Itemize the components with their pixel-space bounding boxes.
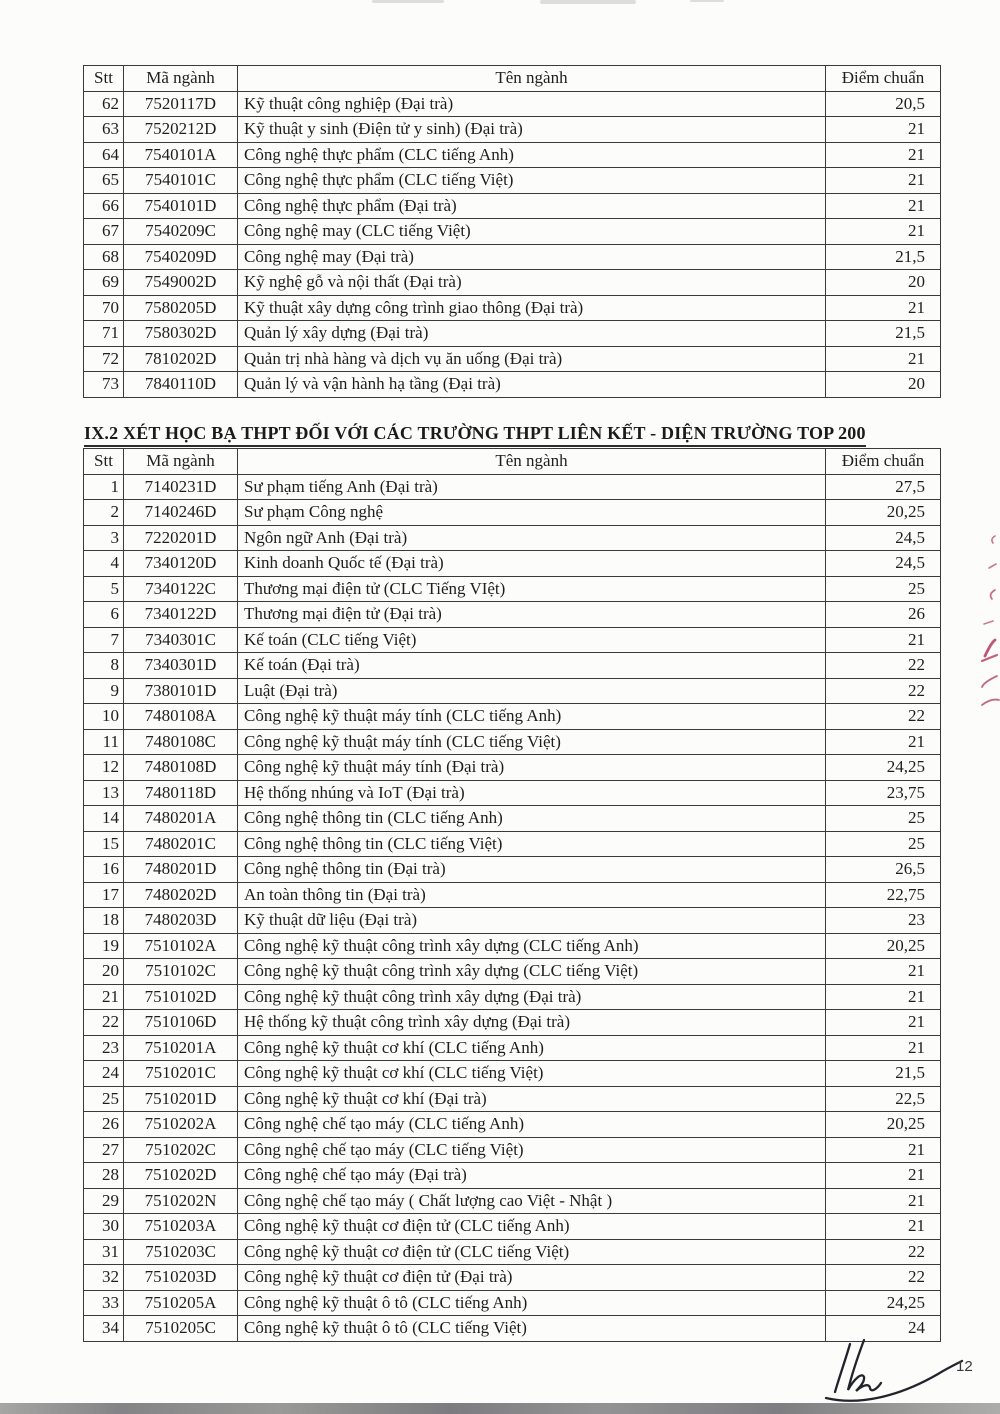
major-name-cell: Kỹ thuật xây dựng công trình giao thông (Đại trà) (238, 295, 826, 321)
column-header-1: Mã ngành (124, 66, 238, 92)
table-row (84, 1061, 941, 1087)
major-name-cell: Công nghệ chế tạo máy (Đại trà) (238, 1163, 826, 1189)
major-name-cell: Công nghệ thực phẩm (Đại trà) (238, 193, 826, 219)
score-cell: 22,5 (826, 1086, 941, 1112)
major-code-cell: 7480108D (124, 755, 238, 781)
score-cell: 21 (826, 295, 941, 321)
major-name-cell: Công nghệ thông tin (CLC tiếng Anh) (238, 806, 826, 832)
column-header-3: Điểm chuẩn (826, 449, 941, 475)
table-row (84, 1010, 941, 1036)
major-name-cell: Kỹ thuật công nghiệp (Đại trà) (238, 91, 826, 117)
major-name-cell: Kỹ thuật dữ liệu (Đại trà) (238, 908, 826, 934)
score-cell: 24 (826, 1316, 941, 1342)
score-cell: 21 (826, 1137, 941, 1163)
table-row (84, 1137, 941, 1163)
score-cell: 21 (826, 729, 941, 755)
score-cell: 20 (826, 372, 941, 398)
score-cell: 21 (826, 219, 941, 245)
major-code-cell: 7480108C (124, 729, 238, 755)
table-row (84, 704, 941, 730)
score-cell: 25 (826, 576, 941, 602)
major-code-cell: 7840110D (124, 372, 238, 398)
table-row (84, 91, 941, 117)
row-number-cell: 64 (84, 142, 124, 168)
major-code-cell: 7480203D (124, 908, 238, 934)
score-cell: 24,5 (826, 551, 941, 577)
table-row (84, 1290, 941, 1316)
major-code-cell: 7580205D (124, 295, 238, 321)
table-row (84, 908, 941, 934)
major-code-cell: 7540209C (124, 219, 238, 245)
major-name-cell: Công nghệ kỹ thuật máy tính (Đại trà) (238, 755, 826, 781)
admission-scores-table-2 (83, 448, 941, 1342)
row-number-cell: 21 (84, 984, 124, 1010)
major-name-cell: Công nghệ thông tin (Đại trà) (238, 857, 826, 883)
major-name-cell: Công nghệ kỹ thuật công trình xây dựng (CLC tiếng Việt) (238, 959, 826, 985)
major-name-cell: Công nghệ may (CLC tiếng Việt) (238, 219, 826, 245)
score-cell: 24,25 (826, 1290, 941, 1316)
score-cell: 22 (826, 1239, 941, 1265)
major-code-cell: 7340122D (124, 602, 238, 628)
table-row (84, 729, 941, 755)
major-code-cell: 7520212D (124, 117, 238, 143)
row-number-cell: 71 (84, 321, 124, 347)
score-cell: 22 (826, 678, 941, 704)
major-code-cell: 7140246D (124, 500, 238, 526)
row-number-cell: 13 (84, 780, 124, 806)
major-code-cell: 7510205C (124, 1316, 238, 1342)
column-header-2: Tên ngành (238, 449, 826, 475)
table-row (84, 1239, 941, 1265)
row-number-cell: 22 (84, 1010, 124, 1036)
major-name-cell: Công nghệ thực phẩm (CLC tiếng Việt) (238, 168, 826, 194)
row-number-cell: 3 (84, 525, 124, 551)
table-row (84, 474, 941, 500)
table-row (84, 627, 941, 653)
row-number-cell: 16 (84, 857, 124, 883)
score-cell: 21 (826, 1010, 941, 1036)
table-row (84, 780, 941, 806)
score-cell: 20,25 (826, 933, 941, 959)
major-code-cell: 7510201A (124, 1035, 238, 1061)
score-cell: 21,5 (826, 244, 941, 270)
score-cell: 21 (826, 1214, 941, 1240)
major-code-cell: 7510102A (124, 933, 238, 959)
major-name-cell: Quản lý và vận hành hạ tầng (Đại trà) (238, 372, 826, 398)
major-code-cell: 7510203C (124, 1239, 238, 1265)
row-number-cell: 17 (84, 882, 124, 908)
table-row (84, 653, 941, 679)
major-code-cell: 7480201D (124, 857, 238, 883)
major-name-cell: Công nghệ kỹ thuật ô tô (CLC tiếng Anh) (238, 1290, 826, 1316)
score-cell: 22 (826, 704, 941, 730)
table-row (84, 933, 941, 959)
row-number-cell: 1 (84, 474, 124, 500)
table-row (84, 295, 941, 321)
row-number-cell: 67 (84, 219, 124, 245)
major-name-cell: Công nghệ chế tạo máy ( Chất lượng cao Việt - Nhật ) (238, 1188, 826, 1214)
row-number-cell: 24 (84, 1061, 124, 1087)
row-number-cell: 66 (84, 193, 124, 219)
major-name-cell: Sư phạm Công nghệ (238, 500, 826, 526)
major-code-cell: 7540101C (124, 168, 238, 194)
table-row (84, 500, 941, 526)
table-row (84, 321, 941, 347)
table-row (84, 576, 941, 602)
row-number-cell: 20 (84, 959, 124, 985)
major-code-cell: 7340122C (124, 576, 238, 602)
major-name-cell: Công nghệ kỹ thuật cơ điện tử (CLC tiếng Việt) (238, 1239, 826, 1265)
row-number-cell: 18 (84, 908, 124, 934)
table-row (84, 1163, 941, 1189)
row-number-cell: 25 (84, 1086, 124, 1112)
major-name-cell: Công nghệ thông tin (CLC tiếng Việt) (238, 831, 826, 857)
page-number: 12 (956, 1358, 973, 1375)
row-number-cell: 34 (84, 1316, 124, 1342)
column-header-2: Tên ngành (238, 66, 826, 92)
major-code-cell: 7580302D (124, 321, 238, 347)
row-number-cell: 7 (84, 627, 124, 653)
table-row (84, 525, 941, 551)
table-row (84, 831, 941, 857)
red-ink-marks (980, 528, 1000, 720)
signature (818, 1332, 978, 1410)
row-number-cell: 15 (84, 831, 124, 857)
row-number-cell: 9 (84, 678, 124, 704)
major-code-cell: 7380101D (124, 678, 238, 704)
row-number-cell: 5 (84, 576, 124, 602)
row-number-cell: 63 (84, 117, 124, 143)
table-row (84, 346, 941, 372)
major-name-cell: Công nghệ kỹ thuật cơ điện tử (CLC tiếng Anh) (238, 1214, 826, 1240)
column-header-3: Điểm chuẩn (826, 66, 941, 92)
row-number-cell: 11 (84, 729, 124, 755)
major-code-cell: 7340301C (124, 627, 238, 653)
score-cell: 21 (826, 1035, 941, 1061)
major-code-cell: 7140231D (124, 474, 238, 500)
score-cell: 24,5 (826, 525, 941, 551)
major-name-cell: Hệ thống kỹ thuật công trình xây dựng (Đại trà) (238, 1010, 826, 1036)
score-cell: 25 (826, 806, 941, 832)
major-name-cell: Kỹ thuật y sinh (Điện tử y sinh) (Đại trà) (238, 117, 826, 143)
score-cell: 21 (826, 1188, 941, 1214)
major-name-cell: Công nghệ kỹ thuật công trình xây dựng (Đại trà) (238, 984, 826, 1010)
score-cell: 26 (826, 602, 941, 628)
major-name-cell: Thương mại điện tử (Đại trà) (238, 602, 826, 628)
table-row (84, 193, 941, 219)
major-name-cell: Công nghệ may (Đại trà) (238, 244, 826, 270)
major-code-cell: 7510106D (124, 1010, 238, 1036)
row-number-cell: 6 (84, 602, 124, 628)
table-row (84, 168, 941, 194)
score-cell: 20,25 (826, 500, 941, 526)
score-cell: 21,5 (826, 321, 941, 347)
row-number-cell: 69 (84, 270, 124, 296)
table-row (84, 1112, 941, 1138)
major-name-cell: Công nghệ kỹ thuật cơ khí (CLC tiếng Anh) (238, 1035, 826, 1061)
major-name-cell: Công nghệ kỹ thuật cơ điện tử (Đại trà) (238, 1265, 826, 1291)
row-number-cell: 19 (84, 933, 124, 959)
row-number-cell: 27 (84, 1137, 124, 1163)
score-cell: 21 (826, 1163, 941, 1189)
score-cell: 20,25 (826, 1112, 941, 1138)
table-row (84, 1316, 941, 1342)
major-name-cell: Công nghệ kỹ thuật công trình xây dựng (CLC tiếng Anh) (238, 933, 826, 959)
score-cell: 21 (826, 984, 941, 1010)
row-number-cell: 68 (84, 244, 124, 270)
major-code-cell: 7510202N (124, 1188, 238, 1214)
row-number-cell: 28 (84, 1163, 124, 1189)
row-number-cell: 30 (84, 1214, 124, 1240)
table-row (84, 755, 941, 781)
major-name-cell: An toàn thông tin (Đại trà) (238, 882, 826, 908)
major-name-cell: Công nghệ chế tạo máy (CLC tiếng Anh) (238, 1112, 826, 1138)
major-code-cell: 7510203A (124, 1214, 238, 1240)
major-name-cell: Công nghệ kỹ thuật máy tính (CLC tiếng Việt) (238, 729, 826, 755)
major-code-cell: 7510202A (124, 1112, 238, 1138)
score-cell: 22 (826, 653, 941, 679)
table-row (84, 142, 941, 168)
table-row (84, 1035, 941, 1061)
score-cell: 21 (826, 117, 941, 143)
table-row (84, 1188, 941, 1214)
table-header-row (84, 66, 941, 92)
score-cell: 23 (826, 908, 941, 934)
table-row (84, 857, 941, 883)
score-cell: 20 (826, 270, 941, 296)
table-row (84, 1214, 941, 1240)
table-row (84, 806, 941, 832)
major-code-cell: 7510201D (124, 1086, 238, 1112)
major-name-cell: Công nghệ thực phẩm (CLC tiếng Anh) (238, 142, 826, 168)
score-cell: 21 (826, 346, 941, 372)
row-number-cell: 8 (84, 653, 124, 679)
table-row (84, 551, 941, 577)
row-number-cell: 12 (84, 755, 124, 781)
table-row (84, 244, 941, 270)
row-number-cell: 23 (84, 1035, 124, 1061)
major-name-cell: Thương mại điện tử (CLC Tiếng VIệt) (238, 576, 826, 602)
major-code-cell: 7549002D (124, 270, 238, 296)
major-code-cell: 7480201C (124, 831, 238, 857)
row-number-cell: 10 (84, 704, 124, 730)
major-name-cell: Quản trị nhà hàng và dịch vụ ăn uống (Đại trà) (238, 346, 826, 372)
admission-scores-table-1 (83, 65, 941, 398)
major-code-cell: 7510201C (124, 1061, 238, 1087)
major-name-cell: Kế toán (CLC tiếng Việt) (238, 627, 826, 653)
column-header-0: Stt (84, 66, 124, 92)
row-number-cell: 70 (84, 295, 124, 321)
major-code-cell: 7510102C (124, 959, 238, 985)
major-name-cell: Sư phạm tiếng Anh (Đại trà) (238, 474, 826, 500)
major-code-cell: 7480202D (124, 882, 238, 908)
row-number-cell: 29 (84, 1188, 124, 1214)
table-row (84, 984, 941, 1010)
row-number-cell: 73 (84, 372, 124, 398)
table-row (84, 219, 941, 245)
major-name-cell: Công nghệ chế tạo máy (CLC tiếng Việt) (238, 1137, 826, 1163)
score-cell: 24,25 (826, 755, 941, 781)
row-number-cell: 33 (84, 1290, 124, 1316)
score-cell: 27,5 (826, 474, 941, 500)
score-cell: 21 (826, 193, 941, 219)
table-row (84, 372, 941, 398)
score-cell: 23,75 (826, 780, 941, 806)
row-number-cell: 65 (84, 168, 124, 194)
row-number-cell: 14 (84, 806, 124, 832)
row-number-cell: 26 (84, 1112, 124, 1138)
table-header-row (84, 449, 941, 475)
major-name-cell: Công nghệ kỹ thuật ô tô (CLC tiếng Việt) (238, 1316, 826, 1342)
score-cell: 21 (826, 627, 941, 653)
table-row (84, 678, 941, 704)
table-row (84, 1265, 941, 1291)
row-number-cell: 32 (84, 1265, 124, 1291)
score-cell: 25 (826, 831, 941, 857)
major-code-cell: 7480108A (124, 704, 238, 730)
major-name-cell: Công nghệ kỹ thuật cơ khí (CLC tiếng Việt) (238, 1061, 826, 1087)
major-code-cell: 7510102D (124, 984, 238, 1010)
column-header-1: Mã ngành (124, 449, 238, 475)
score-cell: 20,5 (826, 91, 941, 117)
score-cell: 22,75 (826, 882, 941, 908)
major-code-cell: 7520117D (124, 91, 238, 117)
major-name-cell: Luật (Đại trà) (238, 678, 826, 704)
major-code-cell: 7480118D (124, 780, 238, 806)
table-row (84, 602, 941, 628)
score-cell: 21,5 (826, 1061, 941, 1087)
major-code-cell: 7810202D (124, 346, 238, 372)
scan-artifact-bottom-strip (0, 1403, 1000, 1414)
score-cell: 21 (826, 142, 941, 168)
row-number-cell: 4 (84, 551, 124, 577)
major-code-cell: 7480201A (124, 806, 238, 832)
major-code-cell: 7540101D (124, 193, 238, 219)
row-number-cell: 2 (84, 500, 124, 526)
major-code-cell: 7220201D (124, 525, 238, 551)
scan-artifact-top (540, 0, 636, 4)
major-name-cell: Công nghệ kỹ thuật cơ khí (Đại trà) (238, 1086, 826, 1112)
score-cell: 22 (826, 1265, 941, 1291)
major-name-cell: Ngôn ngữ Anh (Đại trà) (238, 525, 826, 551)
major-code-cell: 7540209D (124, 244, 238, 270)
row-number-cell: 62 (84, 91, 124, 117)
table-row (84, 270, 941, 296)
major-code-cell: 7540101A (124, 142, 238, 168)
score-cell: 26,5 (826, 857, 941, 883)
major-name-cell: Quản lý xây dựng (Đại trà) (238, 321, 826, 347)
major-code-cell: 7510202D (124, 1163, 238, 1189)
major-name-cell: Kế toán (Đại trà) (238, 653, 826, 679)
table-row (84, 959, 941, 985)
scan-artifact-top (372, 0, 444, 3)
row-number-cell: 72 (84, 346, 124, 372)
major-code-cell: 7510202C (124, 1137, 238, 1163)
major-name-cell: Kinh doanh Quốc tế (Đại trà) (238, 551, 826, 577)
major-code-cell: 7510203D (124, 1265, 238, 1291)
section-title: IX.2 XÉT HỌC BẠ THPT ĐỐI VỚI CÁC TRƯỜNG THPT LIÊN KẾT - DIỆN TRƯỜNG TOP 200 (84, 423, 866, 447)
major-name-cell: Công nghệ kỹ thuật máy tính (CLC tiếng Anh) (238, 704, 826, 730)
major-code-cell: 7340301D (124, 653, 238, 679)
table-row (84, 117, 941, 143)
table-row (84, 882, 941, 908)
scan-artifact-top (690, 0, 724, 2)
row-number-cell: 31 (84, 1239, 124, 1265)
major-name-cell: Hệ thống nhúng và IoT (Đại trà) (238, 780, 826, 806)
score-cell: 21 (826, 959, 941, 985)
score-cell: 21 (826, 168, 941, 194)
major-code-cell: 7340120D (124, 551, 238, 577)
major-code-cell: 7510205A (124, 1290, 238, 1316)
major-name-cell: Kỹ nghệ gỗ và nội thất (Đại trà) (238, 270, 826, 296)
table-row (84, 1086, 941, 1112)
column-header-0: Stt (84, 449, 124, 475)
